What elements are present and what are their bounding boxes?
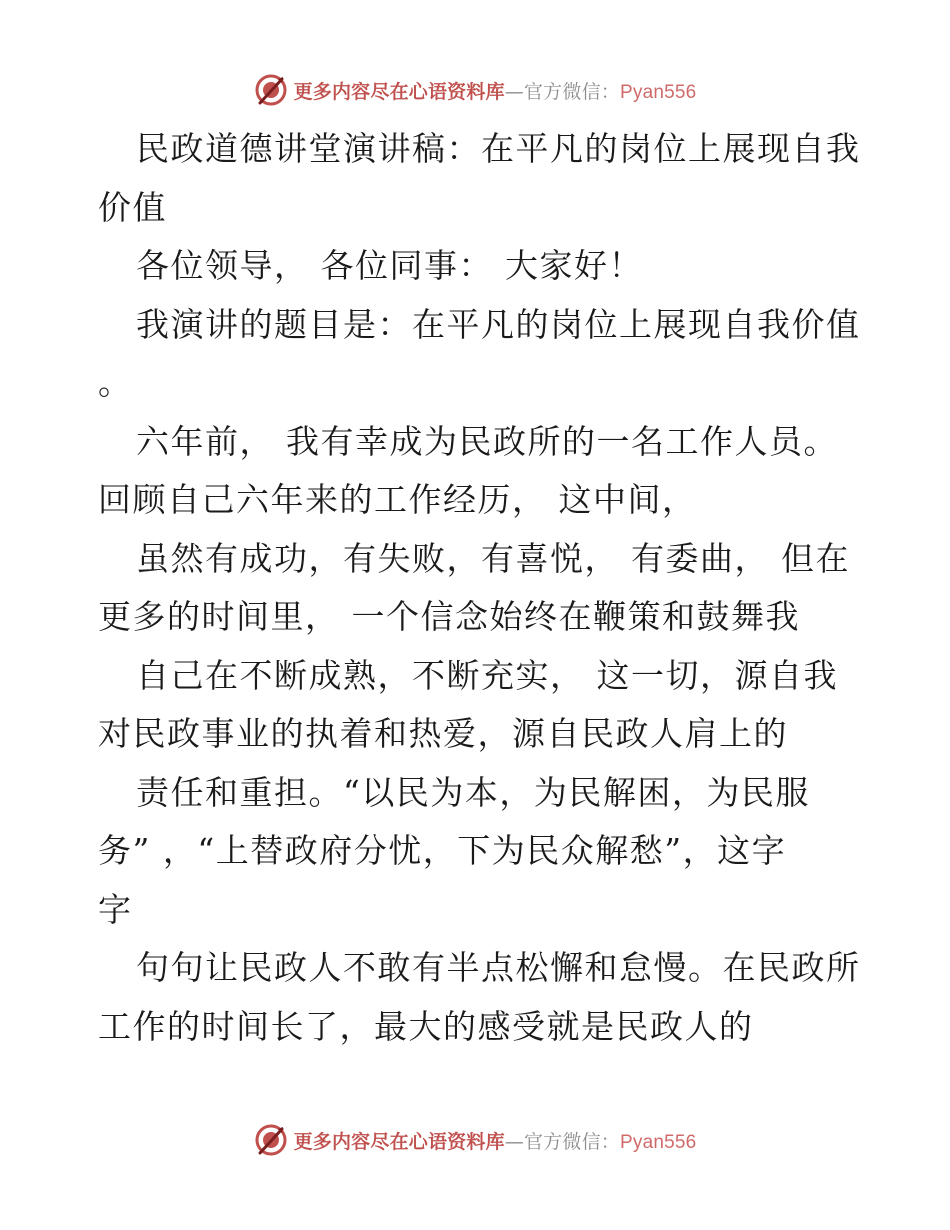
text-line: 各位领导， 各位同事： 大家好！ <box>136 246 643 285</box>
text-line: 六年前， 我有幸成为民政所的一名工作人员。 <box>136 421 838 461</box>
footer-watermark <box>0 1120 950 1160</box>
text-line: 字 <box>98 889 133 929</box>
document-body <box>98 120 861 1056</box>
text-line: 回顾自己六年来的工作经历， 这中间， <box>98 480 697 519</box>
watermark-label: 官方微信： <box>523 1130 620 1153</box>
quill-logo-icon <box>254 73 288 107</box>
text-line: 务” ，“上替政府分忧，下为民众解愁”，这字 <box>98 831 787 870</box>
text-line: 更多的时间里， 一个信念始终在鞭策和鼓舞我 <box>98 597 800 636</box>
text-line: 民政道德讲堂演讲稿：在平凡的岗位上展现自我 <box>136 129 861 168</box>
text-line: 对民政事业的执着和热爱，源自民政人肩上的 <box>98 714 788 753</box>
watermark-main: 更多内容尽在心语资料库 <box>293 80 505 103</box>
watermark-text <box>294 1127 697 1154</box>
watermark-main: 更多内容尽在心语资料库 <box>293 1130 505 1153</box>
text-line: 价值 <box>98 187 167 227</box>
watermark-id: Pyan556 <box>620 81 697 103</box>
text-line: 虽然有成功，有失败，有喜悦， 有委曲， 但在 <box>136 538 850 578</box>
watermark-text <box>294 77 697 104</box>
text-line: 我演讲的题目是：在平凡的岗位上展现自我价值 <box>136 304 861 344</box>
text-line: 自己在不断成熟，不断充实， 这一切，源自我 <box>136 655 838 695</box>
header-watermark <box>0 70 950 110</box>
watermark-id: Pyan556 <box>620 1131 697 1153</box>
text-line: 责任和重担。“以民为本，为民解困，为民服 <box>136 772 810 812</box>
text-line: 。 <box>98 363 133 402</box>
watermark-separator: — <box>504 80 524 103</box>
quill-logo-icon <box>254 1123 288 1157</box>
watermark-separator: — <box>504 1130 524 1153</box>
text-line: 工作的时间长了，最大的感受就是民政人的 <box>98 1006 754 1046</box>
watermark-label: 官方微信： <box>523 80 620 103</box>
text-line: 句句让民政人不敢有半点松懈和怠慢。在民政所 <box>136 948 861 987</box>
